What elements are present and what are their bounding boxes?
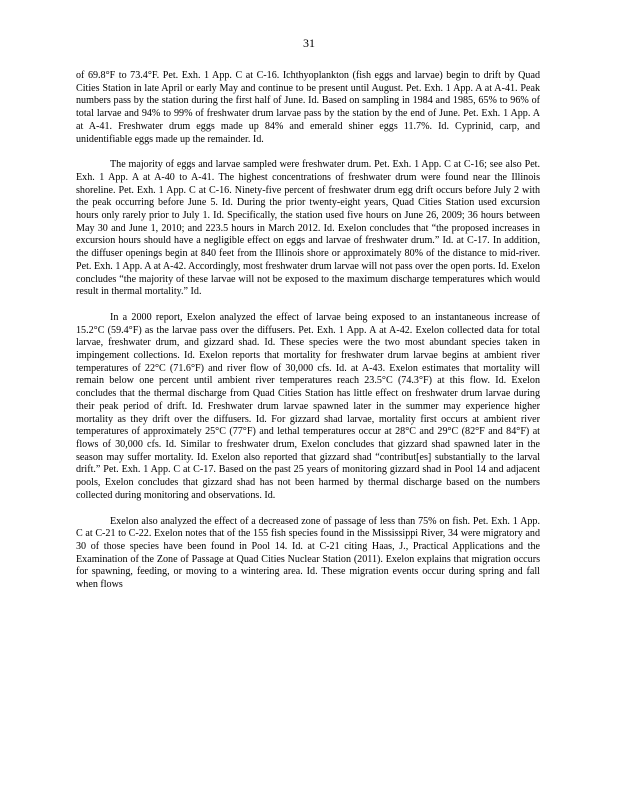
page-number: 31: [303, 36, 315, 50]
paragraph-3: In a 2000 report, Exelon analyzed the effect of larvae being exposed to an instantaneous increase of 15.2°C (59.4°F) as the larvae pass over the diffusers. Pet. Exh. 1 App. A at A-42. Exelon collected data for total larvae, freshwater drum, and gizzard shad. Id. These species were the two most abundant species taken in impingement collections. Id. Exelon reports that mortality for freshwater drum larvae begins at ambient river temperatures of 22°C (71.6°F) and river flow of 30,000 cfs. Id. at A-43. Exelon estimates that mortality will remain below one percent until ambient river temperatures reach 23.5°C (74.3°F) at this flow. Id. Exelon concludes that the thermal discharge from Quad Cities Station has little effect on freshwater drum larvae during their peak period of drift. Id. Freshwater drum larvae spawned later in the summer may experience higher mortality as they drift over the diffusers. Id. For gizzard shad larvae, mortality first occurs at ambient river temperatures of approximately 25°C (77°F) and lethal temperatures occur at 28°C and 29°C (82°F and 84°F) at flows of 30,000 cfs. Id. Similar to freshwater drum, Exelon concludes that gizzard shad spawned later in the season may suffer mortality. Id. Exelon also reported that gizzard shad “contribut[es] substantially to the larval drift.” Pet. Exh. 1 App. C at C-17. Based on the past 25 years of monitoring gizzard shad in Pool 14 and adjacent pools, Exelon concludes that gizzard shad has not been harmed by thermal discharge based on the numbers collected during monitoring and observations. Id.: [76, 311, 540, 501]
paragraph-4: Exelon also analyzed the effect of a decreased zone of passage of less than 75% on fish. Pet. Exh. 1 App. C at C-21 to C-22. Exelon notes that of the 155 fish species found in the Mississippi River, 34 were migratory and 30 of those species have been found in Pool 14. Id. at C-21 citing Haas, J., Practical Applications and the Examination of the Zone of Passage at Quad Cities Nuclear Station (2011). Exelon explains that migration occurs for spawning, feeding, or moving to a wintering area. Id. These migration events occur during spring and fall when flows: [76, 515, 540, 591]
body-text: [76, 70, 540, 605]
paragraph-1: of 69.8°F to 73.4°F. Pet. Exh. 1 App. C at C-16. Ichthyoplankton (fish eggs and larvae) begin to drift by Quad Cities Station in late April or early May and continue to be present until August. Pet. Exh. 1 App. A at A-41. Peak numbers pass by the station during the first half of June. Id. Based on sampling in 1984 and 1985, 65% to 96% of total larvae and 94% to 99% of freshwater drum larvae pass by the station by the end of June. Pet. Exh. 1 App. A at A-41. Freshwater drum eggs made up 84% and emerald shiner eggs 11.7%. Id. Cyprinid, carp, and unidentifiable eggs made up the remainder. Id.: [76, 70, 540, 145]
paragraph-2: The majority of eggs and larvae sampled were freshwater drum. Pet. Exh. 1 App. C at C-16; see also Pet. Exh. 1 App. A at A-40 to A-41. The highest concentrations of freshwater drum were found near the Illinois shoreline. Pet. Exh. 1 App. C at C-16. Ninety-five percent of freshwater drum egg drift occurs before July 2 with the peak occurring before June 5. Id. During the prior twenty-eight years, Quad Cities Station used excursion hours only rarely prior to July 1. Id. Specifically, the station used five hours on June 26, 2009; 36 hours between May 30 and June 1, 2010; and 223.5 hours in March 2012. Id. Exelon concludes that “the proposed increases in excursion hours should have a negligible effect on eggs and larvae of freshwater drum.” Id. at C-17. In addition, the diffuser openings begin at 840 feet from the Illinois shore or approximately 80% of the distance to mid-river. Pet. Exh. 1 App. A at A-42. Accordingly, most freshwater drum larvae will not pass over the open ports. Id. Exelon concludes “the majority of these larvae will not be exposed to the maximum discharge temperatures which would result in thermal mortality.” Id.: [76, 159, 540, 298]
